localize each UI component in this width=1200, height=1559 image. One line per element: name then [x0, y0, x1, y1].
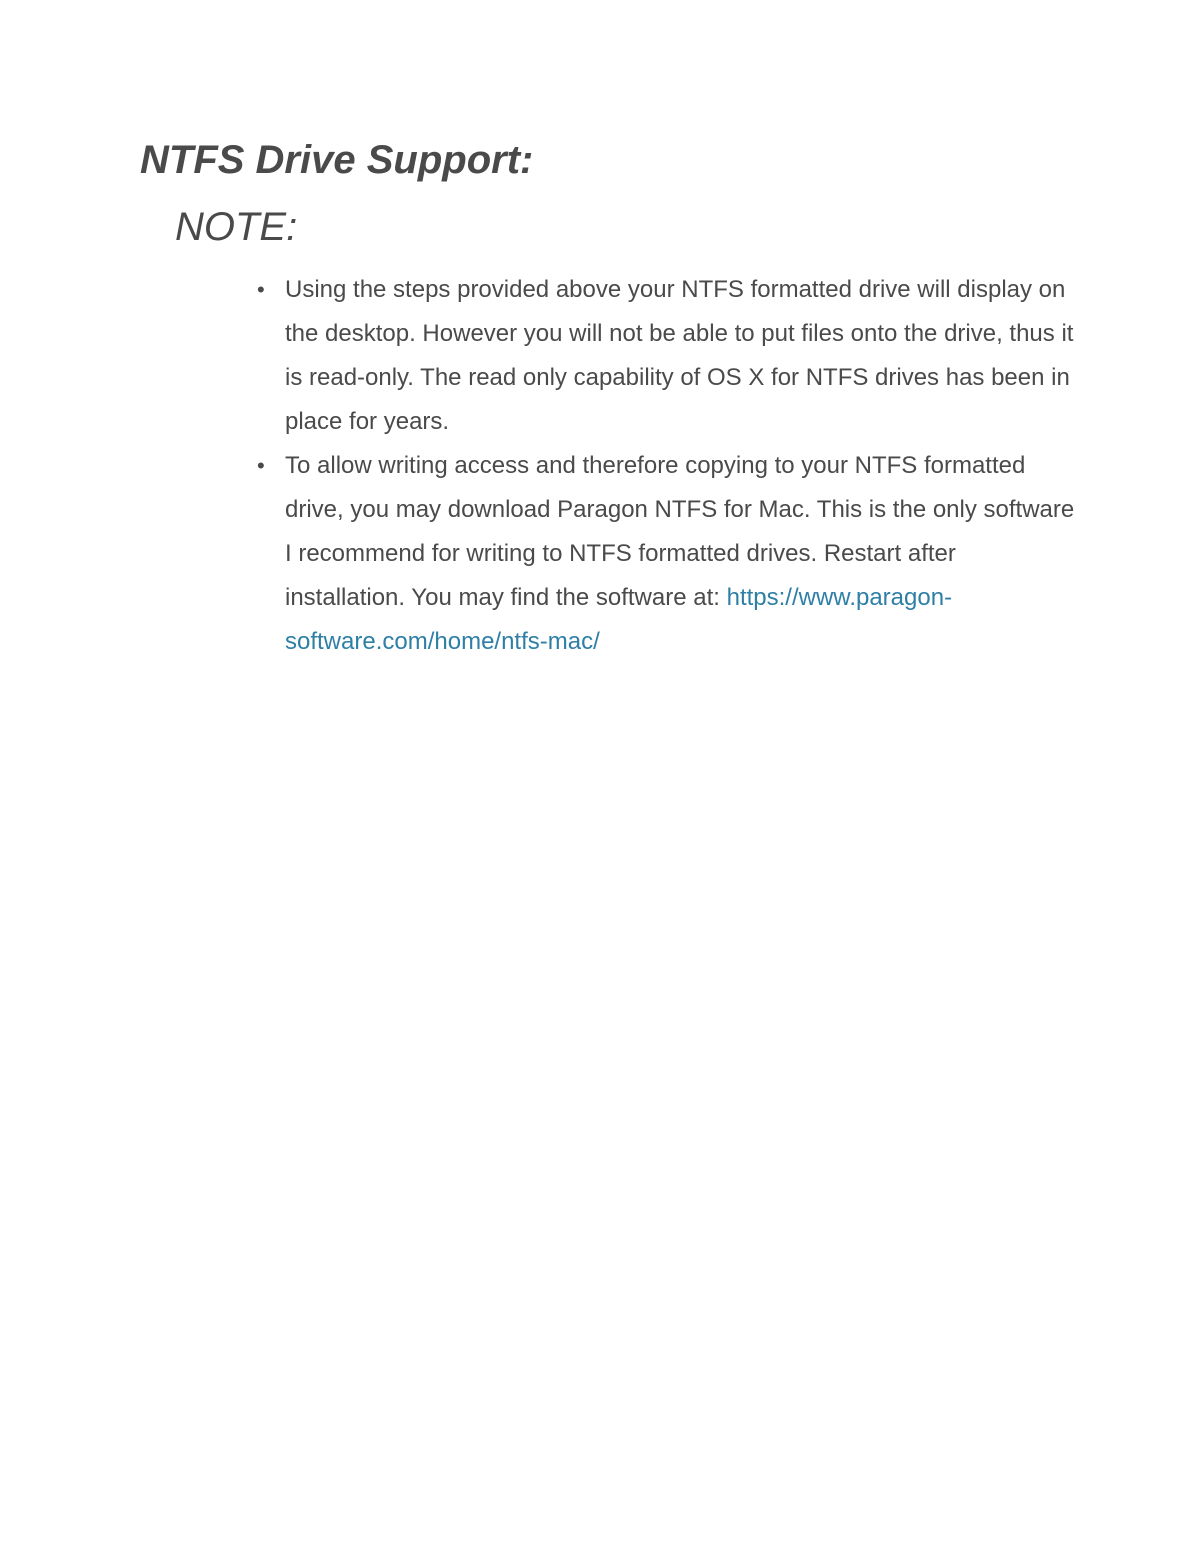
bullet-text: Using the steps provided above your NTFS formatted drive will display on the desktop. However you will not be able to put files onto the drive, thus it is read-only. The read only capability of OS X for NTFS drives has been in place for years.: [285, 276, 1074, 435]
list-item: [257, 444, 1075, 664]
paragon-download-link[interactable]: https://www.paragon-software.com/home/ntfs-mac/: [285, 584, 953, 655]
list-item: [257, 268, 1075, 444]
bullet-icon: •: [257, 453, 265, 478]
note-heading: NOTE:: [175, 205, 298, 249]
bullet-icon: •: [257, 277, 265, 302]
page-title: NTFS Drive Support:: [140, 138, 534, 182]
bullet-text: To allow writing access and therefore copying to your NTFS formatted drive, you may download Paragon NTFS for Mac. This is the only software I recommend for writing to NTFS formatted drives. Restart after installation. You may find the software at:: [285, 452, 1075, 611]
note-bullet-list: [257, 268, 1075, 664]
